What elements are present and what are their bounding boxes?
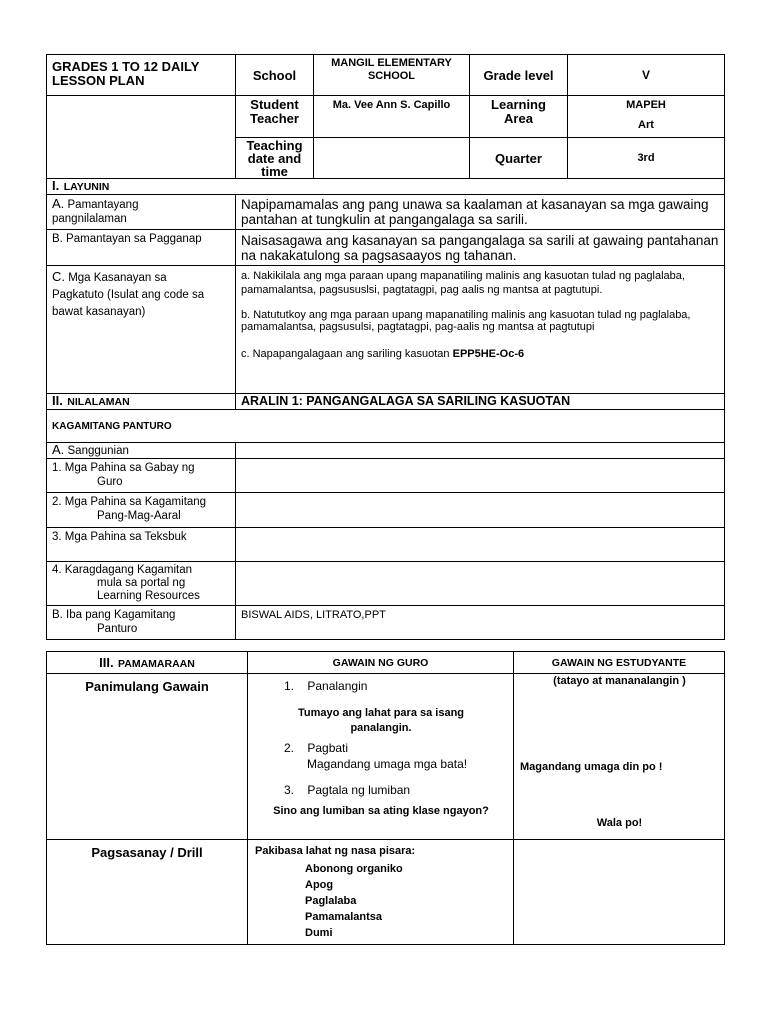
kasanayan-value — [236, 266, 725, 394]
drill-word: Pamamalantsa — [305, 911, 383, 923]
kasanayan-code: EPP5HE-Oc-6 — [452, 348, 525, 360]
kasanayan-b: b. Natututkoy ang mga paraan upang mapanatiling malinis ang kasuotan tulad ng paglalaba, pamamalantsa, pagsusulsi, pagtatagpi, pag-aalis ng mantsa at pagtutupi — [241, 309, 691, 333]
quarter-value: 3rd — [568, 138, 725, 179]
teksbuk-label: 3. Mga Pahina sa Teksbuk — [47, 528, 236, 562]
learning-area-value: MAPEH Art — [568, 96, 725, 138]
drill-label: Pagsasanay / Drill — [47, 840, 248, 945]
panalangin-item: 1. Panalangin — [284, 679, 368, 693]
panimula-estudyante — [514, 674, 725, 840]
lesson-plan-title: GRADES 1 TO 12 DAILY LESSON PLAN — [47, 55, 236, 96]
drill-guro — [248, 840, 514, 945]
drill-word: Apog — [305, 879, 334, 891]
student-teacher-label: Student Teacher — [236, 96, 314, 138]
gabay-label: 1. Mga Pahina sa Gabay ng Guro — [47, 459, 236, 493]
gawain-estudyante-header: GAWAIN NG ESTUDYANTE — [514, 652, 725, 674]
pamantayang-value: Napipamamalas ang pang unawa sa kaalaman at kasanayan sa mga gawaing pantahan at tungkulin at pangangalaga sa sarili. — [236, 195, 725, 230]
pagganap-label: B. Pamantayan sa Pagganap — [47, 230, 236, 266]
drill-word: Paglalaba — [305, 895, 357, 907]
teksbuk-value — [236, 528, 725, 562]
pamamaraan-heading: III. PAMAMARAAN — [47, 652, 248, 674]
school-value: MANGIL ELEMENTARY SCHOOL — [314, 55, 470, 96]
kasanayan-label: C. Mga Kasanayan sa Pagkatuto (Isulat ang code sa bawat kasanayan) — [47, 266, 236, 394]
drill-estudyante — [514, 840, 725, 945]
drill-word: Dumi — [305, 927, 333, 939]
kagamitan-heading: KAGAMITANG PANTURO — [47, 410, 725, 443]
school-label: School — [236, 55, 314, 96]
kagamitan-mag-aaral-value — [236, 493, 725, 528]
pagtala-item: 3. Pagtala ng lumiban — [284, 783, 411, 797]
panimula-label: Panimulang Gawain — [47, 674, 248, 840]
karagdagan-value — [236, 562, 725, 606]
teaching-date-value — [314, 138, 470, 179]
header-empty-cell — [47, 96, 236, 179]
grade-level-value: V — [568, 55, 725, 96]
pagbati-item: 2. Pagbati Magandang umaga mga bata! — [284, 741, 468, 771]
nilalaman-heading: II. NILALAMAN — [47, 394, 236, 410]
pamantayang-label: A. Pamantayang pangnilalaman — [47, 195, 236, 230]
teaching-date-label: Teaching date and time — [236, 138, 314, 179]
kagamitan-mag-aaral-label: 2. Mga Pahina sa Kagamitang Pang-Mag-Aaral — [47, 493, 236, 528]
student-response-3: Wala po! — [596, 817, 643, 829]
layunin-heading: I. LAYUNIN — [47, 179, 725, 195]
gabay-value — [236, 459, 725, 493]
student-teacher-value: Ma. Vee Ann S. Capillo — [314, 96, 470, 138]
pamamaraan-table — [46, 651, 725, 945]
lesson-plan-table — [46, 54, 725, 640]
panalangin-desc: Tumayo ang lahat para sa isang panalangin. — [297, 707, 465, 734]
gawain-guro-header: GAWAIN NG GURO — [248, 652, 514, 674]
student-response-2: Magandang umaga din po ! — [520, 761, 663, 773]
sanggunian-value — [236, 443, 725, 459]
grade-level-label: Grade level — [470, 55, 568, 96]
kasanayan-c: c. Napapangalagaan ang sariling kasuotan EPP5HE-Oc-6 — [241, 348, 525, 360]
iba-value: BISWAL AIDS, LITRATO,PPT — [236, 606, 725, 640]
aralin-title: ARALIN 1: PANGANGALAGA SA SARILING KASUOTAN — [236, 394, 725, 410]
student-response-1: (tatayo at mananalangin ) — [553, 675, 686, 687]
kasanayan-a: a. Nakikilala ang mga paraan upang mapanatiling malinis ang kasuotan tulad ng paglalaba, pamamalantsa, pagsususlsi, pagtatagpi, pag aalis ng mantsa at pagtutupi. — [241, 270, 685, 296]
karagdagan-label: 4. Karagdagang Kagamitan mula sa portal ng Learning Resources — [47, 562, 236, 606]
learning-area-label: Learning Area — [470, 96, 568, 138]
pagganap-value: Naisasagawa ang kasanayan sa pangangalaga sa sarili at gawaing pantahanan na nakakatulong sa pagsasaayos ng tahanan. — [236, 230, 725, 266]
panimula-guro — [248, 674, 514, 840]
drill-word: Abonong organiko — [305, 863, 403, 875]
sanggunian-label: A. Sanggunian — [47, 443, 236, 459]
iba-label: B. Iba pang Kagamitang Panturo — [47, 606, 236, 640]
pagtala-desc: Sino ang lumiban sa ating klase ngayon? — [273, 805, 489, 817]
quarter-label: Quarter — [470, 138, 568, 179]
drill-instruction: Pakibasa lahat ng nasa pisara: — [255, 845, 416, 857]
